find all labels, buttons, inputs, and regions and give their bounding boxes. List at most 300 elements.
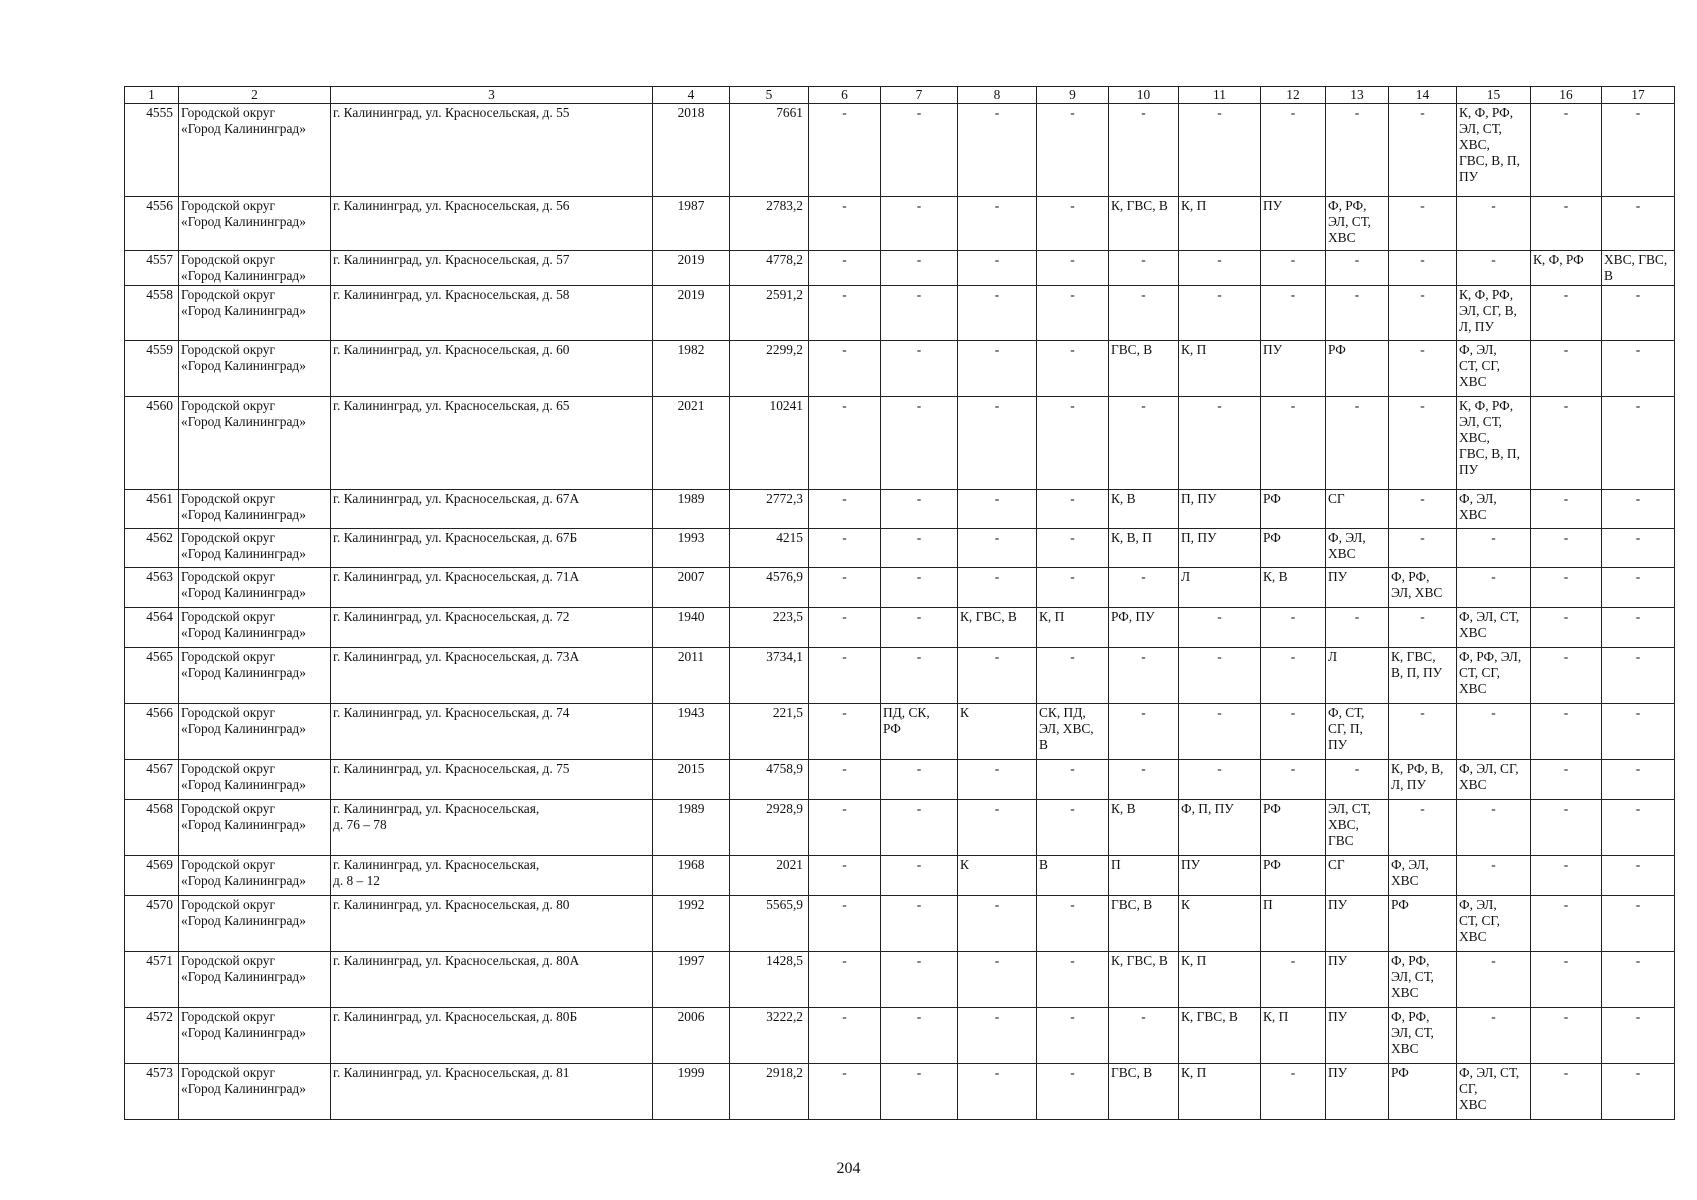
- table-cell: -: [1109, 760, 1179, 800]
- table-cell: -: [1602, 896, 1675, 952]
- area-cell: 3222,2: [730, 1008, 809, 1064]
- table-cell: К, П: [1179, 341, 1261, 397]
- table-cell: -: [1602, 856, 1675, 896]
- table-cell: -: [958, 529, 1037, 568]
- table-cell: -: [1531, 197, 1602, 251]
- year-cell: 1993: [653, 529, 730, 568]
- table-cell: -: [1602, 704, 1675, 760]
- table-cell: РФ, ПУ: [1109, 608, 1179, 648]
- table-cell: -: [1457, 704, 1531, 760]
- table-cell: -: [1389, 341, 1457, 397]
- table-cell: -: [881, 341, 958, 397]
- table-cell: -: [958, 896, 1037, 952]
- table-cell: -: [809, 341, 881, 397]
- table-row: [125, 568, 1675, 608]
- address-cell: г. Калининград, ул. Красносельская, д. 81: [331, 1064, 653, 1120]
- table-cell: П: [1261, 896, 1326, 952]
- table-cell: -: [1179, 104, 1261, 197]
- address-cell: г. Калининград, ул. Красносельская, д. 75: [331, 760, 653, 800]
- table-cell: -: [1037, 760, 1109, 800]
- table-cell: К, ГВС, В, П, ПУ: [1389, 648, 1457, 704]
- table-cell: -: [809, 251, 881, 286]
- row-number-cell: 4571: [125, 952, 179, 1008]
- table-cell: -: [1037, 490, 1109, 529]
- table-cell: -: [881, 856, 958, 896]
- table-cell: -: [1109, 397, 1179, 490]
- table-cell: -: [1457, 568, 1531, 608]
- table-cell: К, ГВС, В: [958, 608, 1037, 648]
- table-cell: Ф, РФ, ЭЛ, ХВС: [1389, 568, 1457, 608]
- table-cell: К: [1179, 896, 1261, 952]
- table-row: [125, 397, 1675, 490]
- table-cell: К, В: [1261, 568, 1326, 608]
- table-cell: -: [958, 568, 1037, 608]
- table-cell: -: [1037, 1008, 1109, 1064]
- table-cell: -: [809, 529, 881, 568]
- table-cell: -: [1109, 568, 1179, 608]
- table-cell: -: [809, 896, 881, 952]
- row-number-cell: 4569: [125, 856, 179, 896]
- table-cell: -: [1389, 529, 1457, 568]
- table-cell: -: [1602, 1008, 1675, 1064]
- table-cell: -: [881, 1064, 958, 1120]
- table-cell: ГВС, В: [1109, 1064, 1179, 1120]
- column-number-header: 15: [1457, 87, 1531, 104]
- table-cell: -: [1531, 1008, 1602, 1064]
- table-cell: К, Ф, РФ, ЭЛ, СТ, ХВС, ГВС, В, П, ПУ: [1457, 397, 1531, 490]
- table-cell: -: [1457, 251, 1531, 286]
- row-number-cell: 4557: [125, 251, 179, 286]
- table-cell: -: [1179, 648, 1261, 704]
- table-cell: -: [1457, 800, 1531, 856]
- year-cell: 1989: [653, 800, 730, 856]
- year-cell: 2006: [653, 1008, 730, 1064]
- table-cell: -: [1389, 397, 1457, 490]
- year-cell: 1943: [653, 704, 730, 760]
- address-cell: г. Калининград, ул. Красносельская, д. 8 – 12: [331, 856, 653, 896]
- address-cell: г. Калининград, ул. Красносельская, д. 73А: [331, 648, 653, 704]
- row-number-cell: 4564: [125, 608, 179, 648]
- table-cell: РФ: [1389, 1064, 1457, 1120]
- table-cell: -: [1037, 568, 1109, 608]
- table-cell: -: [1037, 397, 1109, 490]
- table-cell: ПУ: [1261, 341, 1326, 397]
- table-cell: -: [1109, 104, 1179, 197]
- table-cell: К, ГВС, В: [1179, 1008, 1261, 1064]
- table-cell: ПУ: [1326, 568, 1389, 608]
- table-cell: -: [809, 856, 881, 896]
- table-cell: -: [809, 760, 881, 800]
- table-cell: -: [1037, 952, 1109, 1008]
- address-cell: г. Калининград, ул. Красносельская, д. 80А: [331, 952, 653, 1008]
- year-cell: 2018: [653, 104, 730, 197]
- table-cell: СК, ПД, ЭЛ, ХВС, В: [1037, 704, 1109, 760]
- address-cell: г. Калининград, ул. Красносельская, д. 71А: [331, 568, 653, 608]
- table-cell: -: [1179, 704, 1261, 760]
- municipality-cell: Городской округ «Город Калининград»: [179, 1064, 331, 1120]
- table-cell: Ф, ЭЛ, СТ, СГ, ХВС: [1457, 1064, 1531, 1120]
- area-cell: 2772,3: [730, 490, 809, 529]
- table-cell: -: [881, 490, 958, 529]
- table-cell: -: [1389, 286, 1457, 341]
- year-cell: 2011: [653, 648, 730, 704]
- table-cell: Ф, П, ПУ: [1179, 800, 1261, 856]
- table-cell: -: [809, 104, 881, 197]
- table-cell: -: [809, 608, 881, 648]
- row-number-cell: 4572: [125, 1008, 179, 1064]
- table-row: [125, 704, 1675, 760]
- table-cell: -: [1531, 286, 1602, 341]
- table-cell: К, П: [1179, 1064, 1261, 1120]
- table-cell: -: [1261, 397, 1326, 490]
- table-cell: -: [1602, 197, 1675, 251]
- table-cell: К, П: [1261, 1008, 1326, 1064]
- municipality-cell: Городской округ «Город Калининград»: [179, 856, 331, 896]
- table-cell: ПУ: [1261, 197, 1326, 251]
- table-cell: -: [1179, 286, 1261, 341]
- municipality-cell: Городской округ «Город Калининград»: [179, 490, 331, 529]
- table-cell: РФ: [1326, 341, 1389, 397]
- table-cell: -: [1531, 648, 1602, 704]
- table-cell: -: [1531, 104, 1602, 197]
- table-cell: -: [958, 341, 1037, 397]
- table-cell: -: [1326, 760, 1389, 800]
- table-cell: -: [1261, 286, 1326, 341]
- page-number: 204: [836, 1160, 861, 1177]
- column-number-header: 1: [125, 87, 179, 104]
- table-cell: -: [1457, 529, 1531, 568]
- municipality-cell: Городской округ «Город Калининград»: [179, 397, 331, 490]
- table-cell: -: [1389, 490, 1457, 529]
- row-number-cell: 4556: [125, 197, 179, 251]
- address-cell: г. Калининград, ул. Красносельская, д. 67Б: [331, 529, 653, 568]
- table-cell: -: [881, 104, 958, 197]
- table-row: [125, 251, 1675, 286]
- address-cell: г. Калининград, ул. Красносельская, д. 55: [331, 104, 653, 197]
- area-cell: 2928,9: [730, 800, 809, 856]
- address-cell: г. Калининград, ул. Красносельская, д. 67А: [331, 490, 653, 529]
- table-cell: -: [881, 197, 958, 251]
- table-cell: -: [881, 529, 958, 568]
- municipality-cell: Городской округ «Город Калининград»: [179, 197, 331, 251]
- table-cell: -: [881, 397, 958, 490]
- table-cell: -: [881, 952, 958, 1008]
- table-cell: -: [881, 608, 958, 648]
- year-cell: 1992: [653, 896, 730, 952]
- year-cell: 2019: [653, 251, 730, 286]
- table-cell: -: [881, 568, 958, 608]
- year-cell: 1982: [653, 341, 730, 397]
- table-cell: К, В, П: [1109, 529, 1179, 568]
- table-cell: -: [809, 704, 881, 760]
- column-number-header: 13: [1326, 87, 1389, 104]
- table-cell: ГВС, В: [1109, 896, 1179, 952]
- table-cell: К, ГВС, В: [1109, 952, 1179, 1008]
- table-cell: К, П: [1179, 197, 1261, 251]
- table-cell: -: [1037, 648, 1109, 704]
- table-cell: К: [958, 704, 1037, 760]
- table-cell: -: [1109, 1008, 1179, 1064]
- area-cell: 2021: [730, 856, 809, 896]
- table-cell: -: [1261, 952, 1326, 1008]
- table-cell: К, П: [1179, 952, 1261, 1008]
- area-cell: 5565,9: [730, 896, 809, 952]
- table-cell: К, В: [1109, 800, 1179, 856]
- table-cell: В: [1037, 856, 1109, 896]
- table-cell: -: [809, 397, 881, 490]
- table-cell: -: [1531, 568, 1602, 608]
- table-cell: Ф, РФ, ЭЛ, СТ, ХВС: [1389, 1008, 1457, 1064]
- table-cell: -: [1531, 896, 1602, 952]
- area-cell: 2591,2: [730, 286, 809, 341]
- table-row: [125, 286, 1675, 341]
- column-number-header: 5: [730, 87, 809, 104]
- column-number-header: 14: [1389, 87, 1457, 104]
- row-number-cell: 4565: [125, 648, 179, 704]
- table-cell: -: [1602, 648, 1675, 704]
- table-cell: -: [958, 800, 1037, 856]
- table-cell: К, П: [1037, 608, 1109, 648]
- table-cell: -: [958, 251, 1037, 286]
- row-number-cell: 4561: [125, 490, 179, 529]
- column-number-header: 3: [331, 87, 653, 104]
- table-row: [125, 1064, 1675, 1120]
- column-number-header: 4: [653, 87, 730, 104]
- table-cell: ХВС, ГВС, В: [1602, 251, 1675, 286]
- table-cell: -: [1602, 608, 1675, 648]
- row-number-cell: 4563: [125, 568, 179, 608]
- row-number-cell: 4559: [125, 341, 179, 397]
- table-cell: -: [1531, 397, 1602, 490]
- table-cell: -: [958, 760, 1037, 800]
- table-cell: -: [958, 648, 1037, 704]
- table-cell: ПД, СК, РФ: [881, 704, 958, 760]
- table-cell: -: [809, 568, 881, 608]
- table-cell: Ф, РФ, ЭЛ, СТ, ХВС: [1389, 952, 1457, 1008]
- table-cell: -: [1389, 608, 1457, 648]
- row-number-cell: 4573: [125, 1064, 179, 1120]
- table-cell: -: [1602, 1064, 1675, 1120]
- table-cell: -: [809, 490, 881, 529]
- municipality-cell: Городской округ «Город Калининград»: [179, 608, 331, 648]
- table-cell: -: [1602, 529, 1675, 568]
- table-cell: К, ГВС, В: [1109, 197, 1179, 251]
- table-cell: -: [1261, 648, 1326, 704]
- municipality-cell: Городской округ «Город Калининград»: [179, 104, 331, 197]
- row-number-cell: 4568: [125, 800, 179, 856]
- table-cell: -: [881, 800, 958, 856]
- table-cell: -: [1602, 490, 1675, 529]
- table-cell: -: [1037, 104, 1109, 197]
- table-cell: -: [1261, 704, 1326, 760]
- table-cell: -: [1531, 760, 1602, 800]
- address-cell: г. Калининград, ул. Красносельская, д. 80: [331, 896, 653, 952]
- area-cell: 2918,2: [730, 1064, 809, 1120]
- table-cell: -: [1037, 251, 1109, 286]
- table-cell: -: [1457, 197, 1531, 251]
- table-row: [125, 197, 1675, 251]
- year-cell: 1999: [653, 1064, 730, 1120]
- table-cell: -: [809, 800, 881, 856]
- table-cell: РФ: [1261, 529, 1326, 568]
- table-cell: -: [1602, 568, 1675, 608]
- table-cell: -: [1037, 341, 1109, 397]
- table-cell: ПУ: [1326, 1064, 1389, 1120]
- table-cell: -: [1531, 856, 1602, 896]
- column-number-header: 16: [1531, 87, 1602, 104]
- table-cell: Ф, РФ, ЭЛ, СТ, ХВС: [1326, 197, 1389, 251]
- table-cell: -: [809, 1008, 881, 1064]
- municipality-cell: Городской округ «Город Калининград»: [179, 648, 331, 704]
- address-cell: г. Калининград, ул. Красносельская, д. 72: [331, 608, 653, 648]
- table-cell: -: [1531, 608, 1602, 648]
- area-cell: 10241: [730, 397, 809, 490]
- header-row: [125, 87, 1675, 104]
- table-cell: РФ: [1261, 490, 1326, 529]
- column-number-header: 12: [1261, 87, 1326, 104]
- year-cell: 2007: [653, 568, 730, 608]
- table-row: [125, 856, 1675, 896]
- table-cell: -: [1531, 1064, 1602, 1120]
- table-cell: -: [1326, 397, 1389, 490]
- table-cell: -: [958, 490, 1037, 529]
- area-cell: 4576,9: [730, 568, 809, 608]
- year-cell: 2019: [653, 286, 730, 341]
- table-cell: Ф, ЭЛ, ХВС: [1457, 490, 1531, 529]
- area-cell: 4778,2: [730, 251, 809, 286]
- table-cell: -: [958, 1008, 1037, 1064]
- housing-register-table: [124, 86, 1675, 1120]
- table-cell: -: [1109, 286, 1179, 341]
- table-cell: -: [1326, 251, 1389, 286]
- table-cell: -: [1531, 529, 1602, 568]
- table-cell: -: [1109, 251, 1179, 286]
- address-cell: г. Калининград, ул. Красносельская, д. 56: [331, 197, 653, 251]
- table-cell: -: [1389, 800, 1457, 856]
- column-number-header: 8: [958, 87, 1037, 104]
- table-cell: -: [1179, 608, 1261, 648]
- year-cell: 2021: [653, 397, 730, 490]
- table-row: [125, 490, 1675, 529]
- table-cell: -: [809, 286, 881, 341]
- table-row: [125, 1008, 1675, 1064]
- table-cell: К, Ф, РФ, ЭЛ, СТ, ХВС, ГВС, В, П, ПУ: [1457, 104, 1531, 197]
- table-cell: ПУ: [1179, 856, 1261, 896]
- table-cell: -: [958, 197, 1037, 251]
- table-cell: Ф, РФ, ЭЛ, СТ, СГ, ХВС: [1457, 648, 1531, 704]
- table-cell: -: [1037, 286, 1109, 341]
- table-row: [125, 648, 1675, 704]
- table-cell: -: [809, 648, 881, 704]
- table-cell: -: [881, 286, 958, 341]
- table-cell: Ф, ЭЛ, СГ, ХВС: [1457, 760, 1531, 800]
- table-cell: -: [809, 1064, 881, 1120]
- table-cell: -: [809, 197, 881, 251]
- address-cell: г. Калининград, ул. Красносельская, д. 65: [331, 397, 653, 490]
- address-cell: г. Калининград, ул. Красносельская, д. 57: [331, 251, 653, 286]
- table-cell: -: [958, 952, 1037, 1008]
- table-cell: -: [1389, 251, 1457, 286]
- column-number-header: 17: [1602, 87, 1675, 104]
- table-cell: -: [1261, 251, 1326, 286]
- table-cell: -: [1531, 490, 1602, 529]
- table-cell: -: [1261, 608, 1326, 648]
- year-cell: 1968: [653, 856, 730, 896]
- address-cell: г. Калининград, ул. Красносельская, д. 76 – 78: [331, 800, 653, 856]
- table-cell: -: [1037, 1064, 1109, 1120]
- table-row: [125, 760, 1675, 800]
- year-cell: 1989: [653, 490, 730, 529]
- row-number-cell: 4570: [125, 896, 179, 952]
- table-cell: Л: [1179, 568, 1261, 608]
- municipality-cell: Городской округ «Город Калининград»: [179, 704, 331, 760]
- area-cell: 1428,5: [730, 952, 809, 1008]
- municipality-cell: Городской округ «Город Калининград»: [179, 952, 331, 1008]
- table-row: [125, 608, 1675, 648]
- column-number-header: 9: [1037, 87, 1109, 104]
- table-cell: -: [1602, 341, 1675, 397]
- table-cell: -: [881, 1008, 958, 1064]
- area-cell: 4758,9: [730, 760, 809, 800]
- table-cell: ПУ: [1326, 1008, 1389, 1064]
- area-cell: 7661: [730, 104, 809, 197]
- table-cell: -: [958, 104, 1037, 197]
- table-row: [125, 952, 1675, 1008]
- table-cell: -: [881, 648, 958, 704]
- table-cell: -: [1109, 704, 1179, 760]
- row-number-cell: 4566: [125, 704, 179, 760]
- address-cell: г. Калининград, ул. Красносельская, д. 58: [331, 286, 653, 341]
- table-cell: -: [1261, 104, 1326, 197]
- municipality-cell: Городской округ «Город Калининград»: [179, 251, 331, 286]
- table-cell: -: [1531, 341, 1602, 397]
- table-cell: -: [1037, 197, 1109, 251]
- table-cell: -: [1389, 197, 1457, 251]
- table-cell: Ф, ЭЛ, СТ, СГ, ХВС: [1457, 341, 1531, 397]
- table-cell: -: [958, 286, 1037, 341]
- table-cell: -: [958, 397, 1037, 490]
- table-cell: К, РФ, В, Л, ПУ: [1389, 760, 1457, 800]
- table-cell: -: [1457, 952, 1531, 1008]
- year-cell: 1987: [653, 197, 730, 251]
- table-cell: Ф, ЭЛ, ХВС: [1389, 856, 1457, 896]
- table-cell: -: [1037, 896, 1109, 952]
- area-cell: 4215: [730, 529, 809, 568]
- table-cell: -: [1389, 704, 1457, 760]
- table-cell: СГ: [1326, 856, 1389, 896]
- table-cell: -: [1261, 760, 1326, 800]
- table-cell: РФ: [1261, 800, 1326, 856]
- table-cell: -: [881, 251, 958, 286]
- table-cell: -: [1326, 286, 1389, 341]
- table-cell: Л: [1326, 648, 1389, 704]
- column-number-header: 10: [1109, 87, 1179, 104]
- table-cell: ПУ: [1326, 896, 1389, 952]
- address-cell: г. Калининград, ул. Красносельская, д. 80Б: [331, 1008, 653, 1064]
- table-cell: СГ: [1326, 490, 1389, 529]
- column-number-header: 6: [809, 87, 881, 104]
- table-cell: -: [1037, 800, 1109, 856]
- table-cell: -: [1602, 104, 1675, 197]
- table-cell: -: [809, 952, 881, 1008]
- table-cell: -: [1326, 104, 1389, 197]
- table-cell: РФ: [1261, 856, 1326, 896]
- table-row: [125, 341, 1675, 397]
- table-cell: ГВС, В: [1109, 341, 1179, 397]
- area-cell: 2299,2: [730, 341, 809, 397]
- table-row: [125, 104, 1675, 197]
- table-cell: -: [881, 896, 958, 952]
